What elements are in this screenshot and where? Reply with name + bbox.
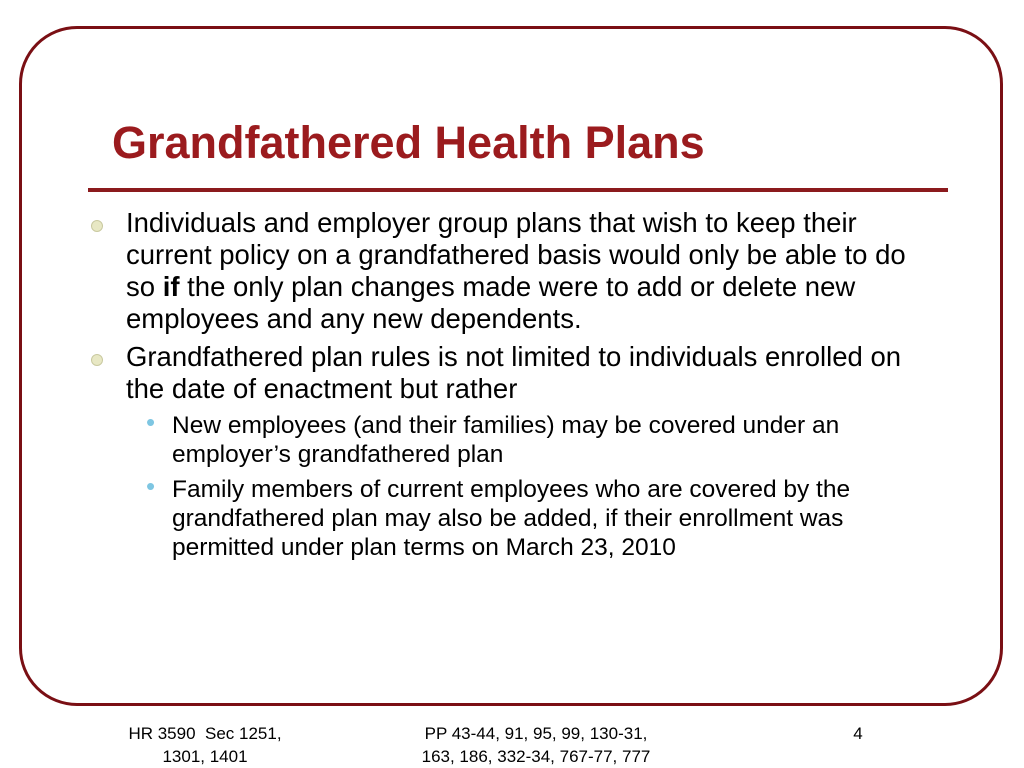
bullet-text	[126, 207, 906, 334]
sub-bullet-item	[80, 471, 940, 562]
dot-bullet-icon: •	[146, 471, 156, 501]
sub-bullet-text: New employees (and their families) may be covered under an employer’s grandfathered plan	[172, 412, 840, 468]
title-underline	[88, 188, 948, 192]
bullet-text-part: Individuals and employer group plans that wish to keep their current policy on a grandfathered basis would only be able to do so	[126, 207, 906, 302]
footer-reference-line: 1301, 1401	[162, 747, 248, 766]
footer-pages	[356, 722, 716, 768]
slide-title: Grandfathered Health Plans	[112, 117, 705, 168]
slide-number: 4	[853, 724, 863, 743]
dot-bullet-icon: •	[146, 407, 156, 437]
bullet-text-emphasis: if	[162, 271, 180, 302]
sub-bullet-item	[80, 407, 940, 469]
bullet-item	[80, 341, 940, 405]
slide-body	[80, 207, 940, 568]
footer-pages-line: PP 43-44, 91, 95, 99, 130-31,	[424, 724, 648, 743]
sub-bullet-text: Family members of current employees who are covered by the grandfathered plan may also be added, if their enrollment was permitted under plan terms on March 23, 2010	[172, 476, 851, 561]
footer-reference	[85, 722, 325, 768]
round-bullet-icon	[91, 354, 103, 366]
round-bullet-icon	[91, 220, 103, 232]
bullet-text-part: the only plan changes made were to add or delete new employees and any new dependents.	[126, 271, 856, 334]
bullet-item	[80, 207, 940, 335]
bullet-text: Grandfathered plan rules is not limited to individuals enrolled on the date of enactment but rather	[126, 341, 902, 404]
footer-pages-line: 163, 186, 332-34, 767-77, 777	[421, 747, 651, 766]
footer-reference-line: HR 3590 Sec 1251,	[128, 724, 282, 743]
